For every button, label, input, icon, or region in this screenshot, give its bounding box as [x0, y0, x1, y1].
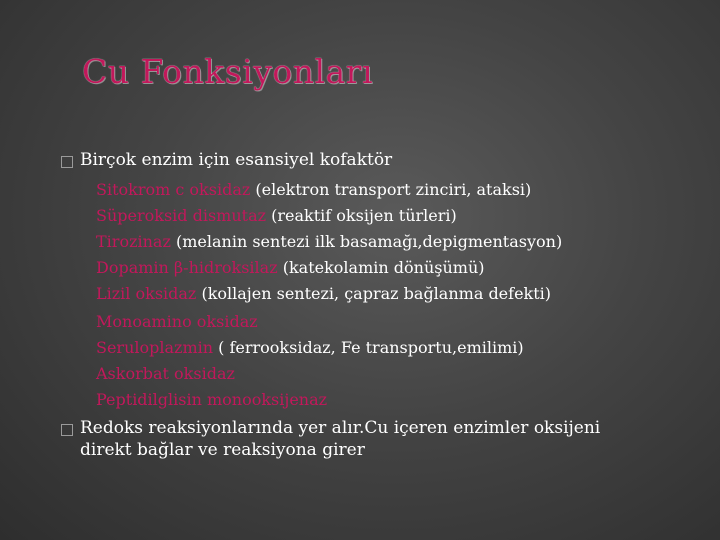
enzyme-name: Tirozinaz: [96, 232, 171, 251]
enzyme-name: Seruloplazmin: [96, 338, 214, 357]
enzyme-note: (elektron transport zinciri, ataksi): [250, 180, 532, 199]
enzyme-name: Askorbat oksidaz: [96, 364, 235, 383]
enzyme-name: Peptidilglisin monooksijenaz: [96, 390, 328, 409]
enzyme-name: Lizil oksidaz: [96, 284, 197, 303]
enzyme-name: Dopamin β-hidroksilaz: [96, 258, 278, 277]
enzyme-name: Süperoksid dismutaz: [96, 206, 267, 225]
enzyme-note: (kollajen sentezi, çapraz bağlanma defekti): [196, 284, 552, 303]
enzyme-note: (katekolamin dönüşümü): [277, 258, 485, 277]
square-bullet-icon: [61, 424, 73, 436]
enzyme-item-3: [96, 232, 562, 252]
enzyme-note: ( ferrooksidaz, Fe transportu,emilimi): [213, 338, 524, 357]
slide-title: Cu Fonksiyonları: [82, 52, 374, 91]
bullet-2-line-1: Redoks reaksiyonlarında yer alır.Cu içeren enzimler oksijeni: [80, 418, 601, 438]
enzyme-note: (reaktif oksijen türleri): [266, 206, 457, 225]
bullet-2-line-2: direkt bağlar ve reaksiyona girer: [80, 440, 365, 460]
enzyme-item-4: [96, 258, 484, 278]
bullet-1-text: Birçok enzim için esansiyel kofaktör: [80, 150, 393, 170]
enzyme-name: Monoamino oksidaz: [96, 312, 258, 331]
enzyme-item-6: [96, 312, 258, 332]
enzyme-item-8: [96, 364, 235, 384]
square-bullet-icon: [61, 156, 73, 168]
enzyme-item-1: [96, 180, 531, 200]
enzyme-item-2: [96, 206, 457, 226]
enzyme-item-9: [96, 390, 327, 410]
enzyme-name: Sitokrom c oksidaz: [96, 180, 251, 199]
enzyme-item-5: [96, 284, 551, 304]
enzyme-note: (melanin sentezi ilk basamağı,depigmentasyon): [170, 232, 563, 251]
enzyme-item-7: [96, 338, 524, 358]
